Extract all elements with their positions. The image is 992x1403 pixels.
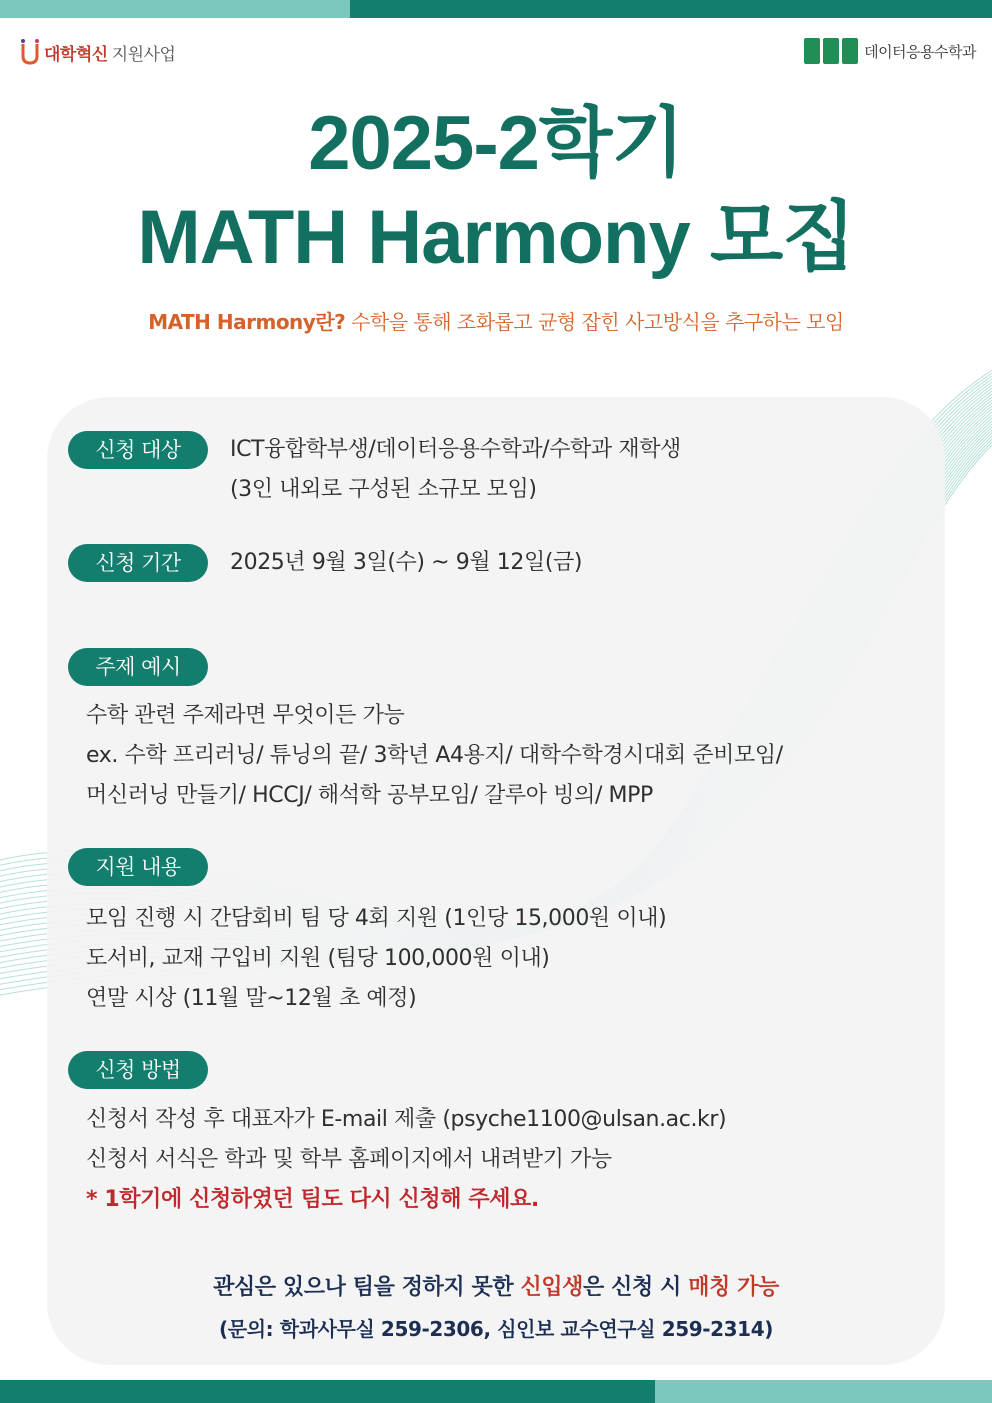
closing-highlight-matching: 매칭 가능 (688, 1275, 779, 1300)
label-method: 신청 방법 (68, 1051, 208, 1089)
target-line-2: (3인 내외로 구성된 소규모 모임) (230, 477, 537, 502)
university-innovation-logo (20, 38, 175, 66)
closing-part-2: 은 신청 시 (583, 1275, 689, 1300)
topics-line-1: 수학 관련 주제라면 무엇이든 가능 (86, 703, 405, 728)
label-target: 신청 대상 (68, 431, 208, 469)
period-line: 2025년 9월 3일(수) ~ 9월 12일(금) (230, 550, 583, 575)
title-recruitment: MATH Harmony 모집 (137, 195, 855, 280)
title-semester: 2025-2학기 (308, 101, 684, 186)
method-line-1: 신청서 작성 후 대표자가 E-mail 제출 (psyche1100@ulsan.ac.kr) (86, 1107, 727, 1132)
contact-info: (문의: 학과사무실 259-2306, 심인보 교수연구실 259-2314) (219, 1317, 773, 1341)
method-note: * 1학기에 신청하였던 팀도 다시 신청해 주세요. (86, 1187, 539, 1212)
label-period: 신청 기간 (68, 544, 208, 582)
target-line-1: ICT융합학부생/데이터응용수학과/수학과 재학생 (230, 437, 681, 462)
closing-highlight-freshmen: 신입생 (520, 1275, 584, 1300)
bottom-accent-bar-light (655, 1380, 992, 1403)
department-bars-icon (804, 38, 858, 64)
subtitle-lead: MATH Harmony란? (148, 310, 346, 334)
topics-line-2: ex. 수학 프리러닝/ 튜닝의 끝/ 3학년 A4용지/ 대학수학경시대회 준비모임/ (86, 743, 783, 768)
label-support: 지원 내용 (68, 848, 208, 886)
logo-strong-text: 대학혁신 (44, 44, 108, 65)
closing-message (0, 1272, 992, 1304)
support-line-1: 모임 진행 시 간담회비 팀 당 4회 지원 (1인당 15,000원 이내) (86, 906, 667, 931)
support-line-3: 연말 시상 (11월 말~12월 초 예정) (86, 986, 417, 1011)
subtitle (0, 306, 992, 335)
closing-part-1: 관심은 있으나 팀을 정하지 못한 (213, 1275, 521, 1300)
bottom-accent-bar-dark (0, 1380, 655, 1403)
department-logo (804, 38, 976, 64)
support-line-2: 도서비, 교재 구입비 지원 (팀당 100,000원 이내) (86, 946, 550, 971)
topics-line-3: 머신러닝 만들기/ HCCJ/ 해석학 공부모임/ 갈루아 빙의/ MPP (86, 783, 653, 808)
method-line-2: 신청서 서식은 학과 및 학부 홈페이지에서 내려받기 가능 (86, 1147, 612, 1172)
logo-rest-text: 지원사업 (111, 44, 176, 65)
department-name: 데이터응용수학과 (864, 42, 976, 61)
subtitle-description: 수학을 통해 조화롭고 균형 잡힌 사고방식을 추구하는 모임 (345, 310, 844, 334)
label-topics: 주제 예시 (68, 648, 208, 686)
u-logo-icon (20, 38, 40, 66)
